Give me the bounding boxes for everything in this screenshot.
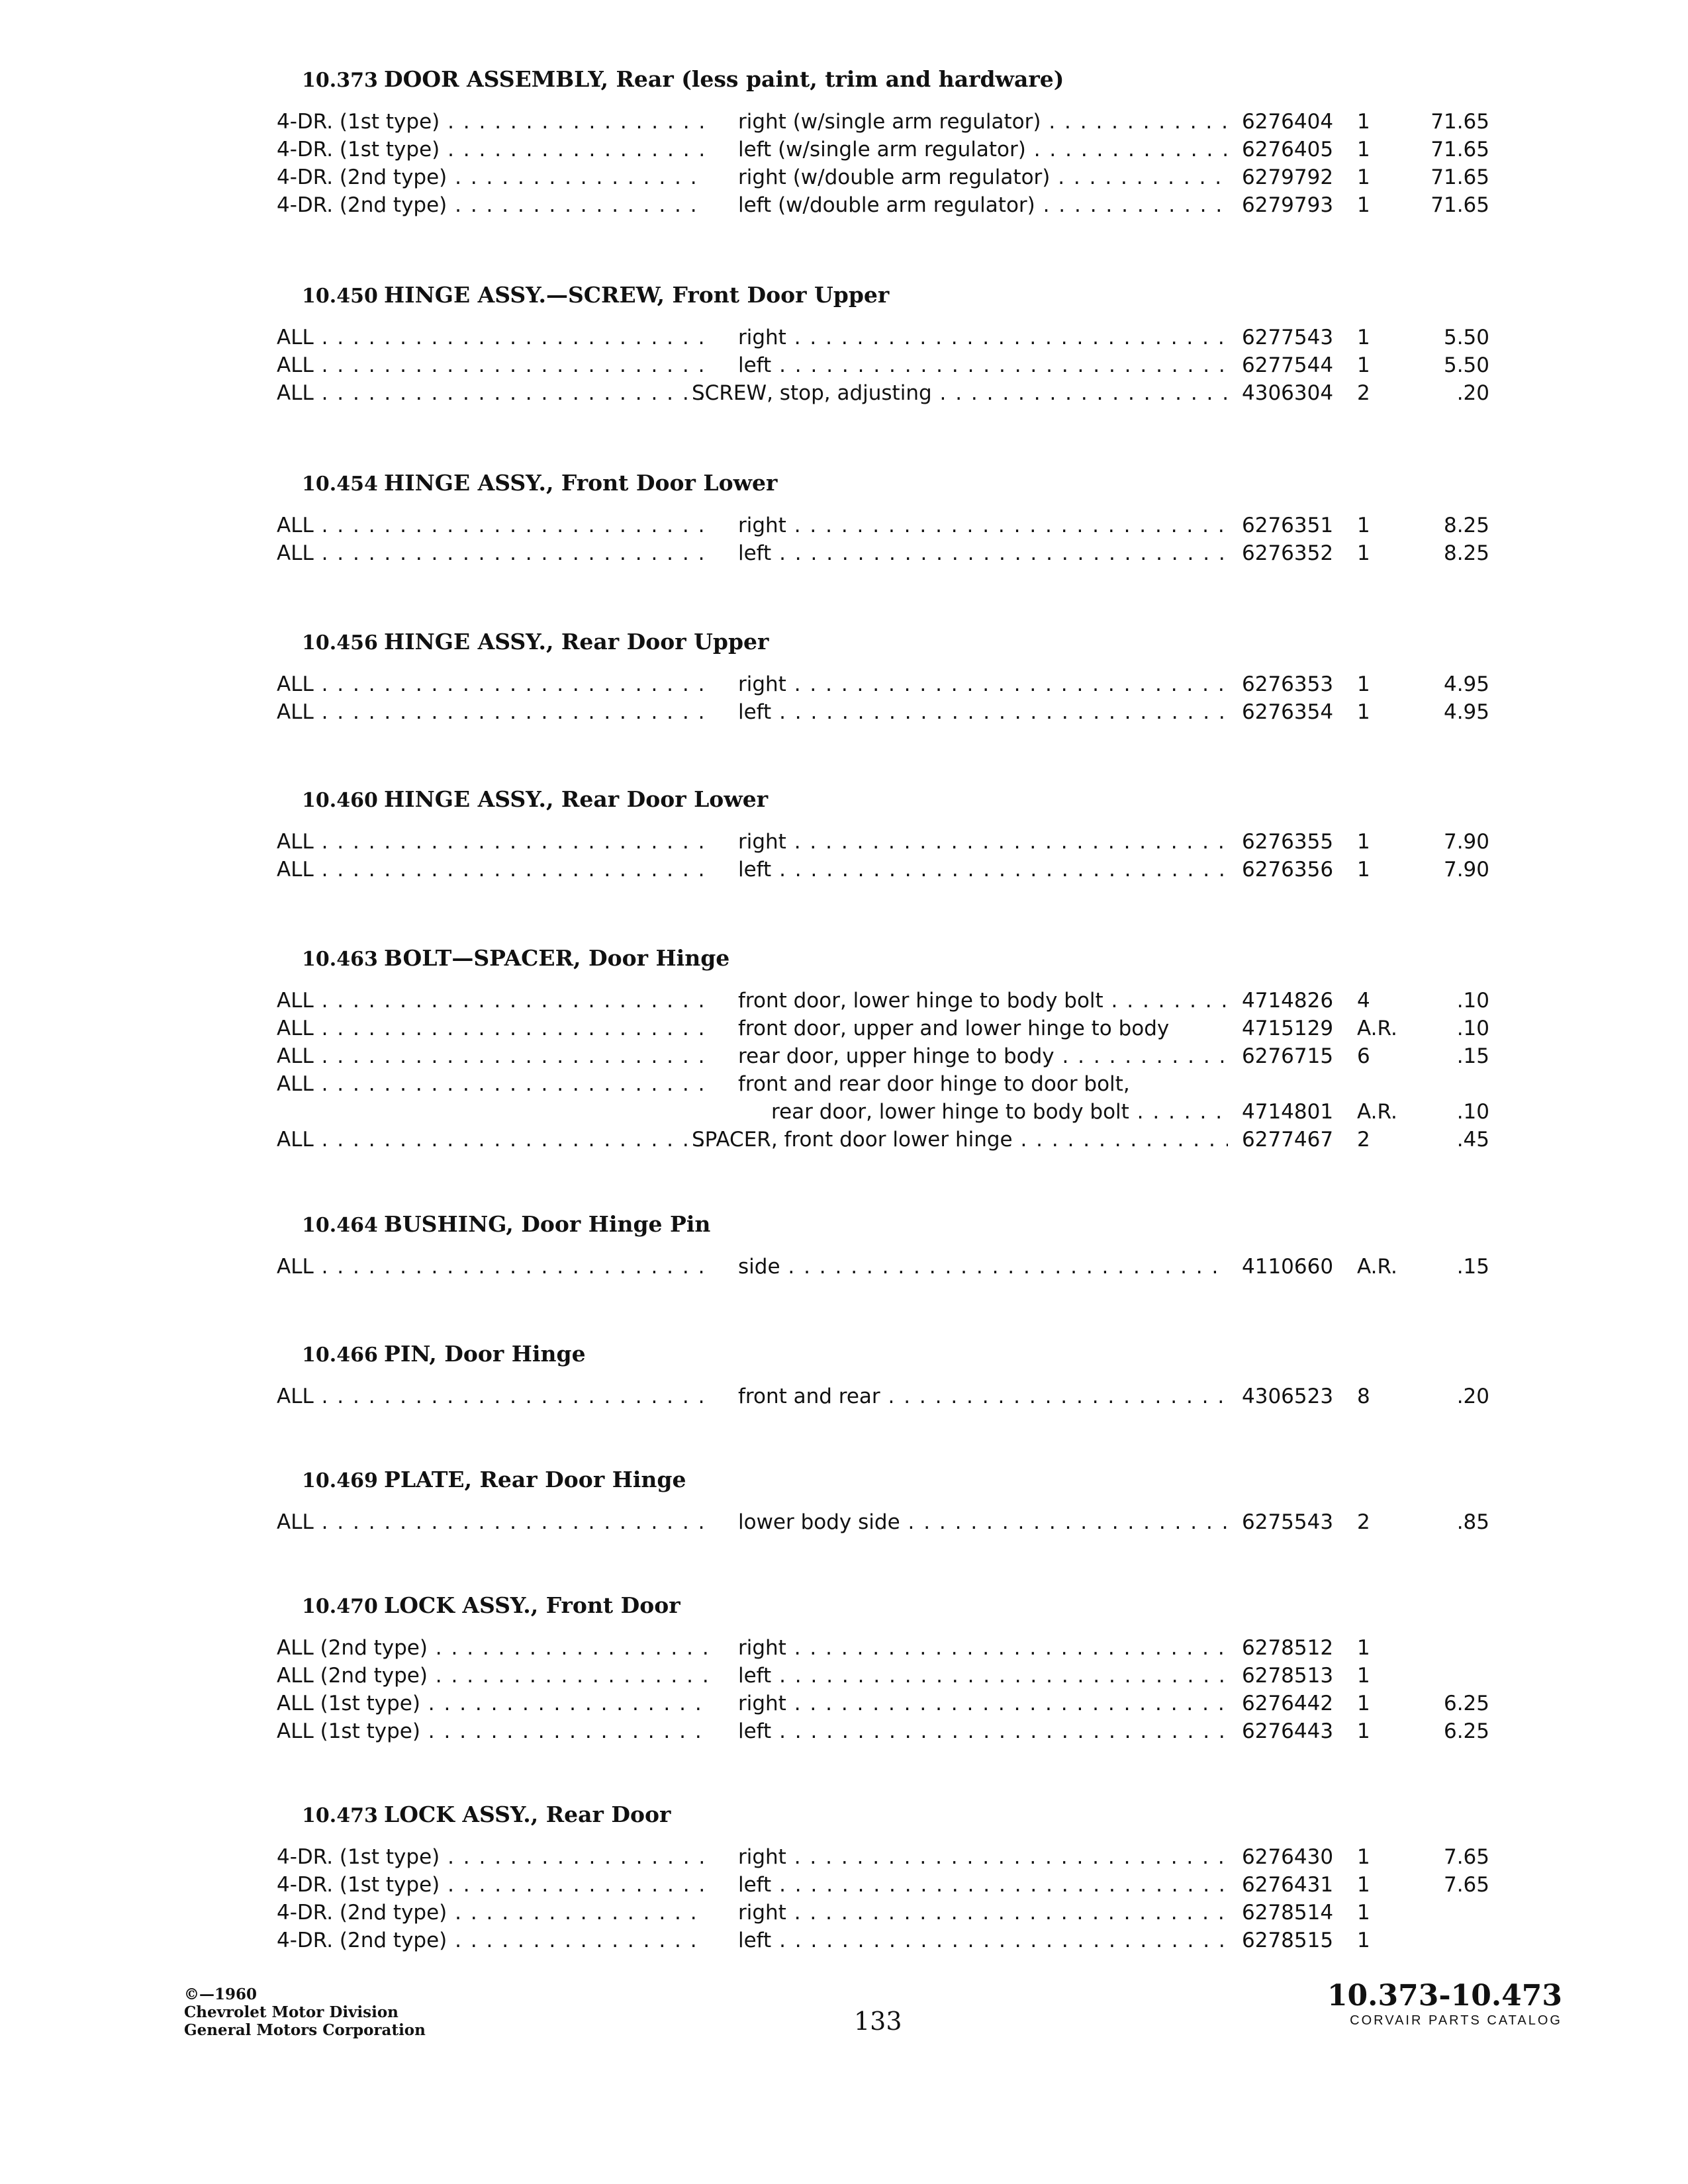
- table-row: [0, 1845, 1688, 1873]
- qty-cell: 1: [1357, 1692, 1370, 1715]
- section-number: 10.454: [302, 473, 378, 496]
- model-cell: ALL . . .: [277, 989, 707, 1013]
- desc-cell: right . . .: [738, 326, 1228, 349]
- table-row: [0, 1929, 1688, 1956]
- price-cell: 6.25: [1443, 1719, 1489, 1743]
- section-heading: [302, 282, 889, 308]
- table-row: [0, 1072, 1688, 1100]
- table-row: [0, 700, 1688, 728]
- page-number: 133: [854, 2007, 902, 2036]
- price-cell: .85: [1456, 1510, 1489, 1534]
- section-number: 10.373: [302, 69, 378, 92]
- section-title: HINGE ASSY., Front Door Lower: [384, 470, 778, 496]
- qty-cell: 1: [1357, 830, 1370, 854]
- desc-cell: lower body side . . .: [738, 1510, 1228, 1534]
- qty-cell: 1: [1357, 193, 1370, 217]
- table-row: [0, 1017, 1688, 1044]
- desc-cell: left . . .: [738, 700, 1228, 724]
- section-title: DOOR ASSEMBLY, Rear (less paint, trim and hardware): [384, 66, 1064, 92]
- qty-cell: 1: [1357, 326, 1370, 349]
- table-row: [0, 326, 1688, 353]
- price-cell: 71.65: [1430, 193, 1489, 217]
- table-row: [0, 1255, 1688, 1283]
- table-row: [0, 830, 1688, 858]
- desc-cell: SCREW, stop, adjusting . . .: [692, 381, 1228, 405]
- qty-cell: 1: [1357, 1845, 1370, 1869]
- part-number-cell: 4715129: [1242, 1017, 1334, 1040]
- desc-cell: front and rear door hinge to door bolt,: [738, 1072, 1130, 1096]
- qty-cell: 1: [1357, 110, 1370, 134]
- model-cell: ALL . . .: [277, 353, 707, 377]
- desc-cell: left . . .: [738, 858, 1228, 882]
- qty-cell: 1: [1357, 541, 1370, 565]
- part-number-cell: 6276354: [1242, 700, 1334, 724]
- table-row: [0, 165, 1688, 193]
- section-title: HINGE ASSY., Rear Door Lower: [384, 786, 769, 812]
- table-row: [0, 1901, 1688, 1929]
- price-cell: .20: [1456, 1385, 1489, 1408]
- section-title: LOCK ASSY., Rear Door: [384, 1801, 671, 1827]
- desc-cell: SPACER, front door lower hinge . . .: [692, 1128, 1228, 1152]
- qty-cell: 8: [1357, 1385, 1370, 1408]
- table-row: [0, 1719, 1688, 1747]
- section-number: 10.460: [302, 789, 378, 812]
- qty-cell: 4: [1357, 989, 1370, 1013]
- price-cell: 8.25: [1443, 541, 1489, 565]
- qty-cell: 1: [1357, 514, 1370, 537]
- table-row: [0, 381, 1688, 409]
- section-title: BOLT—SPACER, Door Hinge: [384, 945, 730, 971]
- price-cell: .45: [1456, 1128, 1489, 1152]
- part-number-cell: 4714826: [1242, 989, 1334, 1013]
- part-number-cell: 6276356: [1242, 858, 1334, 882]
- table-row: [0, 672, 1688, 700]
- desc-cell: right . . .: [738, 1692, 1228, 1715]
- table-row: [0, 138, 1688, 165]
- section-number: 10.469: [302, 1469, 378, 1492]
- qty-cell: 1: [1357, 1929, 1370, 1952]
- qty-cell: 2: [1357, 381, 1370, 405]
- section-title: LOCK ASSY., Front Door: [384, 1592, 680, 1618]
- model-cell: ALL . . .: [277, 381, 707, 405]
- qty-cell: 1: [1357, 353, 1370, 377]
- price-cell: 7.65: [1443, 1845, 1489, 1869]
- desc-cell: right (w/single arm regulator) . . .: [738, 110, 1228, 134]
- model-cell: 4-DR. (2nd type) . . .: [277, 1929, 707, 1952]
- section-heading: [302, 66, 1064, 92]
- section-title: PIN, Door Hinge: [384, 1341, 586, 1367]
- model-cell: ALL (2nd type) . . .: [277, 1636, 707, 1660]
- section-heading: [302, 470, 777, 496]
- qty-cell: 1: [1357, 1873, 1370, 1897]
- table-row: [0, 541, 1688, 569]
- part-number-cell: 6276404: [1242, 110, 1334, 134]
- qty-cell: 1: [1357, 1664, 1370, 1688]
- section-title: BUSHING, Door Hinge Pin: [384, 1211, 711, 1237]
- desc-cell: right . . .: [738, 1901, 1228, 1925]
- qty-cell: 2: [1357, 1510, 1370, 1534]
- section-title: HINGE ASSY., Rear Door Upper: [384, 629, 769, 655]
- desc-cell: right . . .: [738, 1845, 1228, 1869]
- model-cell: ALL . . .: [277, 1385, 707, 1408]
- section-heading: [302, 945, 729, 971]
- table-row: [0, 1636, 1688, 1664]
- price-cell: .20: [1456, 381, 1489, 405]
- desc-cell: right (w/double arm regulator) . . .: [738, 165, 1228, 189]
- part-number-cell: 4714801: [1242, 1100, 1334, 1124]
- section-heading: [302, 1801, 671, 1827]
- part-number-cell: 6276351: [1242, 514, 1334, 537]
- table-row: [0, 193, 1688, 221]
- table-row: [0, 858, 1688, 886]
- desc-cell: left . . .: [738, 353, 1228, 377]
- table-row: [0, 514, 1688, 541]
- part-number-cell: 6276715: [1242, 1044, 1334, 1068]
- qty-cell: A.R.: [1357, 1100, 1397, 1124]
- catalog-name: CORVAIR PARTS CATALOG: [1350, 2013, 1562, 2028]
- price-cell: 5.50: [1443, 353, 1489, 377]
- desc-cell: front door, upper and lower hinge to body: [738, 1017, 1170, 1040]
- desc-cell: front and rear . . .: [738, 1385, 1228, 1408]
- price-cell: 71.65: [1430, 138, 1489, 161]
- part-number-cell: 6278512: [1242, 1636, 1334, 1660]
- part-number-cell: 6277467: [1242, 1128, 1334, 1152]
- copyright-block: [184, 1985, 426, 2039]
- model-cell: 4-DR. (2nd type) . . .: [277, 1901, 707, 1925]
- part-number-cell: 6276430: [1242, 1845, 1334, 1869]
- model-cell: ALL . . .: [277, 541, 707, 565]
- table-row: [0, 1044, 1688, 1072]
- part-number-cell: 6276405: [1242, 138, 1334, 161]
- desc-cell: left . . .: [738, 1929, 1228, 1952]
- model-cell: ALL . . .: [277, 672, 707, 696]
- model-cell: ALL . . .: [277, 700, 707, 724]
- price-cell: .15: [1456, 1044, 1489, 1068]
- qty-cell: 1: [1357, 1901, 1370, 1925]
- section-heading: [302, 1592, 680, 1618]
- model-cell: ALL (2nd type) . . .: [277, 1664, 707, 1688]
- part-number-cell: 6278513: [1242, 1664, 1334, 1688]
- qty-cell: 1: [1357, 858, 1370, 882]
- price-cell: 7.90: [1443, 830, 1489, 854]
- model-cell: ALL . . .: [277, 1017, 707, 1040]
- part-number-cell: 4110660: [1242, 1255, 1334, 1279]
- section-title: PLATE, Rear Door Hinge: [384, 1467, 686, 1492]
- qty-cell: 1: [1357, 1636, 1370, 1660]
- part-number-cell: 6276443: [1242, 1719, 1334, 1743]
- qty-cell: 1: [1357, 165, 1370, 189]
- model-cell: ALL . . .: [277, 1255, 707, 1279]
- section-number: 10.463: [302, 948, 378, 971]
- desc-cell: left (w/double arm regulator) . . .: [738, 193, 1228, 217]
- qty-cell: 2: [1357, 1128, 1370, 1152]
- qty-cell: 1: [1357, 700, 1370, 724]
- model-cell: ALL . . .: [277, 514, 707, 537]
- section-number: 10.464: [302, 1214, 378, 1237]
- price-cell: 5.50: [1443, 326, 1489, 349]
- corporation-name: General Motors Corporation: [184, 2021, 426, 2039]
- desc-cell: front door, lower hinge to body bolt . . .: [738, 989, 1228, 1013]
- model-cell: ALL (1st type) . . .: [277, 1692, 707, 1715]
- desc-cell: right . . .: [738, 514, 1228, 537]
- price-cell: 4.95: [1443, 672, 1489, 696]
- table-row: [0, 353, 1688, 381]
- model-cell: ALL . . .: [277, 1128, 707, 1152]
- desc-cell: side . . .: [738, 1255, 1228, 1279]
- part-number-cell: 6277543: [1242, 326, 1334, 349]
- section-heading: [302, 1341, 586, 1367]
- qty-cell: A.R.: [1357, 1017, 1397, 1040]
- part-number-cell: 4306523: [1242, 1385, 1334, 1408]
- part-number-cell: 6278515: [1242, 1929, 1334, 1952]
- table-row: [0, 989, 1688, 1017]
- price-cell: 4.95: [1443, 700, 1489, 724]
- part-number-cell: 6276355: [1242, 830, 1334, 854]
- table-row: [0, 1510, 1688, 1538]
- price-cell: 6.25: [1443, 1692, 1489, 1715]
- desc-cell: left . . .: [738, 1719, 1228, 1743]
- section-heading: [302, 1467, 686, 1492]
- model-cell: 4-DR. (1st type) . . .: [277, 1845, 707, 1869]
- copyright-year: ©—1960: [184, 1985, 258, 2003]
- qty-cell: 1: [1357, 1719, 1370, 1743]
- model-cell: ALL (1st type) . . .: [277, 1719, 707, 1743]
- part-number-cell: 6276442: [1242, 1692, 1334, 1715]
- part-number-cell: 6277544: [1242, 353, 1334, 377]
- model-cell: ALL . . .: [277, 1044, 707, 1068]
- part-number-cell: 6276353: [1242, 672, 1334, 696]
- price-cell: .15: [1456, 1255, 1489, 1279]
- table-row: [0, 110, 1688, 138]
- part-number-cell: 6276431: [1242, 1873, 1334, 1897]
- table-row: [0, 1873, 1688, 1901]
- price-cell: .10: [1456, 989, 1489, 1013]
- section-heading: [302, 629, 769, 655]
- section-range: 10.373-10.473: [1327, 1979, 1562, 2013]
- section-heading: [302, 1211, 710, 1237]
- model-cell: ALL . . .: [277, 858, 707, 882]
- price-cell: 8.25: [1443, 514, 1489, 537]
- qty-cell: 1: [1357, 138, 1370, 161]
- price-cell: .10: [1456, 1100, 1489, 1124]
- model-cell: 4-DR. (1st type) . . .: [277, 138, 707, 161]
- part-number-cell: 6278514: [1242, 1901, 1334, 1925]
- price-cell: .10: [1456, 1017, 1489, 1040]
- model-cell: ALL . . .: [277, 1072, 707, 1096]
- part-number-cell: 6279793: [1242, 193, 1334, 217]
- model-cell: ALL . . .: [277, 830, 707, 854]
- price-cell: 7.65: [1443, 1873, 1489, 1897]
- part-number-cell: 4306304: [1242, 381, 1334, 405]
- section-number: 10.450: [302, 285, 378, 308]
- table-row: [0, 1664, 1688, 1692]
- table-row: [0, 1692, 1688, 1719]
- desc-cell: left (w/single arm regulator) . . .: [738, 138, 1228, 161]
- section-number: 10.466: [302, 1343, 378, 1367]
- division-name: Chevrolet Motor Division: [184, 2003, 399, 2021]
- table-row: [0, 1128, 1688, 1156]
- section-heading: [302, 786, 768, 812]
- desc-cell: rear door, upper hinge to body . . .: [738, 1044, 1228, 1068]
- section-number: 10.473: [302, 1804, 378, 1827]
- desc-cell: left . . .: [738, 1873, 1228, 1897]
- model-cell: 4-DR. (1st type) . . .: [277, 1873, 707, 1897]
- qty-cell: A.R.: [1357, 1255, 1397, 1279]
- part-number-cell: 6276352: [1242, 541, 1334, 565]
- model-cell: 4-DR. (1st type) . . .: [277, 110, 707, 134]
- part-number-cell: 6279792: [1242, 165, 1334, 189]
- model-cell: ALL . . .: [277, 326, 707, 349]
- model-cell: ALL . . .: [277, 1510, 707, 1534]
- model-cell: 4-DR. (2nd type) . . .: [277, 165, 707, 189]
- price-cell: 71.65: [1430, 110, 1489, 134]
- price-cell: 71.65: [1430, 165, 1489, 189]
- part-number-cell: 6275543: [1242, 1510, 1334, 1534]
- desc-cell: right . . .: [738, 830, 1228, 854]
- desc-cell: rear door, lower hinge to body bolt . . .: [771, 1100, 1228, 1124]
- model-cell: 4-DR. (2nd type) . . .: [277, 193, 707, 217]
- qty-cell: 1: [1357, 672, 1370, 696]
- price-cell: 7.90: [1443, 858, 1489, 882]
- qty-cell: 6: [1357, 1044, 1370, 1068]
- desc-cell: left . . .: [738, 541, 1228, 565]
- table-row: [0, 1100, 1688, 1128]
- desc-cell: right . . .: [738, 672, 1228, 696]
- desc-cell: left . . .: [738, 1664, 1228, 1688]
- section-title: HINGE ASSY.—SCREW, Front Door Upper: [384, 282, 890, 308]
- section-number: 10.456: [302, 631, 378, 655]
- desc-cell: right . . .: [738, 1636, 1228, 1660]
- table-row: [0, 1385, 1688, 1412]
- section-number: 10.470: [302, 1595, 378, 1618]
